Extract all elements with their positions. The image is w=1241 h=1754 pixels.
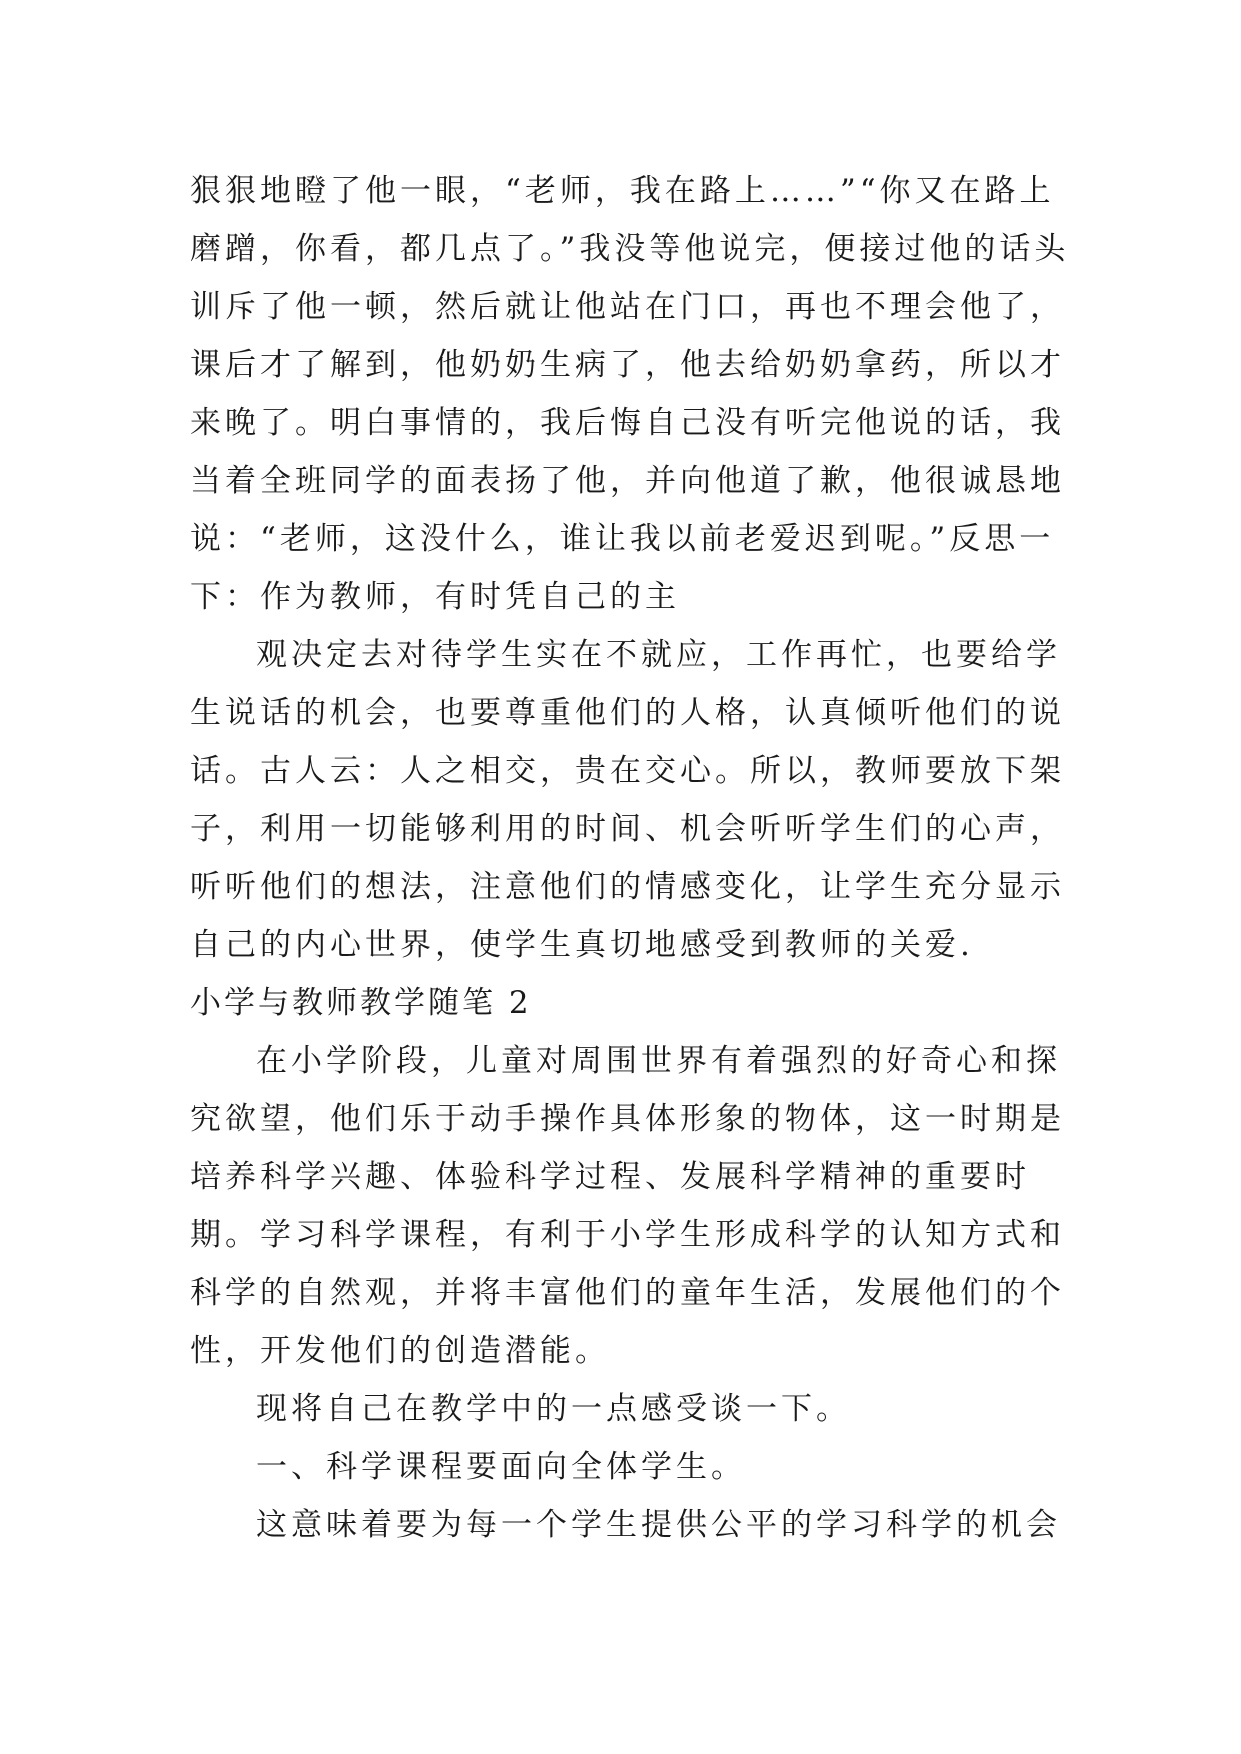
- paragraph-continuation: 狠狠地瞪了他一眼，“老师，我在路上……”“你又在路上磨蹭，你看，都几点了。”我没等他说完，便接过他的话头训斥了他一顿，然后就让他站在门口，再也不理会他了，课后才了解到，他奶奶生病了，他去给奶奶拿药，所以才来晚了。明白事情的，我后悔自己没有听完他说的话，我当着全班同学的面表扬了他，并向他道了歉，他很诚恳地说：“老师，这没什么，谁让我以前老爱迟到呢。”反思一下：作为教师，有时凭自己的主: [190, 173, 1070, 615]
- paragraph-lead: 现将自己在教学中的一点感受谈一下。: [256, 1391, 851, 1427]
- paragraph-intro: 在小学阶段，儿童对周围世界有着强烈的好奇心和探究欲望，他们乐于动手操作具体形象的物体，这一时期是培养科学兴趣、体验科学过程、发展科学精神的重要时期。学习科学课程，有利于小学生形成科学的认知方式和科学的自然观，并将丰富他们的童年生活，发展他们的个性，开发他们的创造潜能。: [190, 1043, 1065, 1369]
- document-body: [190, 162, 1070, 1554]
- section-heading: 小学与教师教学随笔 2: [190, 985, 532, 1021]
- paragraph-point-one-body: 这意味着要为每一个学生提供公平的学习科学的机会: [256, 1507, 1061, 1543]
- paragraph-reflection: 观决定去对待学生实在不就应，工作再忙，也要给学生说话的机会，也要尊重他们的人格，认真倾听他们的说话。古人云：人之相交，贵在交心。所以，教师要放下架子，利用一切能够利用的时间、机会听听学生们的心声，听听他们的想法，注意他们的情感变化，让学生充分显示自己的内心世界，使学生真切地感受到教师的关爱.: [190, 637, 1065, 963]
- paragraph-point-one: 一、科学课程要面向全体学生。: [256, 1449, 746, 1485]
